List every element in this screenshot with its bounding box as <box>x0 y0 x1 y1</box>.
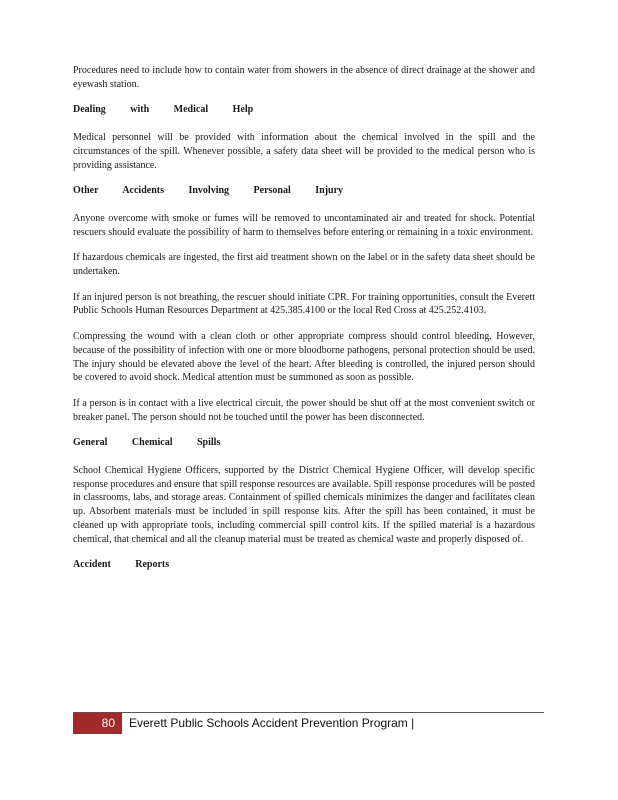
document-body <box>73 64 535 586</box>
paragraph-ingested-chemicals: If hazardous chemicals are ingested, the first aid treatment shown on the label or in the safety data sheet should be undertaken. <box>73 252 535 278</box>
paragraph-medical-personnel: Medical personnel will be provided with information about the chemical involved in the spill and the circumstances of the spill. Whenever possible, a safety data sheet will be provided to the medical person who is providing assistance. <box>73 132 535 171</box>
paragraph-cpr: If an injured person is not breathing, the rescuer should initiate CPR. For training opportunities, consult the Everett Public Schools Human Resources Department at 425.385.4100 or the local Red Cross at 425.252.4103. <box>73 291 535 317</box>
footer-title: Everett Public Schools Accident Prevention Program | <box>129 716 415 730</box>
paragraph-eyewash-drainage: Procedures need to include how to contain water from showers in the absence of direct drainage at the shower and eyewash station. <box>73 65 535 90</box>
page-footer <box>73 712 544 734</box>
heading-other-accidents: Other Accidents Involving Personal Injury <box>73 185 344 197</box>
paragraph-smoke-fumes: Anyone overcome with smoke or fumes will be removed to uncontaminated air and treated for shock. Potential rescuers should evaluate the possibility of harm to themselves before entering or remaining in a toxic environment. <box>73 212 535 238</box>
paragraph-spill-response: School Chemical Hygiene Officers, supported by the District Chemical Hygiene Officer, will develop specific response procedures and ensure that spill response resources are available. Spill response procedures will be posted in classrooms, labs, and storage areas. Containment of spilled chemicals minimizes the danger and facilitates clean up. Absorbent materials must be included in spill response kits. After the spill has been contained, it must be cleaned up with appropriate tools, including commercial spill control kits. If the spilled material is a hazardous chemical, that chemical and all the cleanup material must be treated as chemical waste and properly disposed of. <box>73 465 535 545</box>
heading-chemical-spills: General Chemical Spills <box>73 437 221 449</box>
heading-medical-help: Dealing with Medical Help <box>73 104 254 116</box>
paragraph-electrical: If a person is in contact with a live electrical circuit, the power should be shut off at the most convenient switch or breaker panel. The person should not be touched until the power has been disconnected. <box>73 397 535 423</box>
page-number: 80 <box>73 713 122 734</box>
paragraph-bleeding: Compressing the wound with a clean cloth or other appropriate compress should control bleeding. However, because of the possibility of infection with one or more bloodborne pathogens, personal protection should be used. The injury should be elevated above the level of the heart. After bleeding is controlled, the injured person should be covered to avoid shock. Medical attention must be summoned as soon as possible. <box>73 331 535 384</box>
heading-accident-reports: Accident Reports <box>73 559 170 571</box>
